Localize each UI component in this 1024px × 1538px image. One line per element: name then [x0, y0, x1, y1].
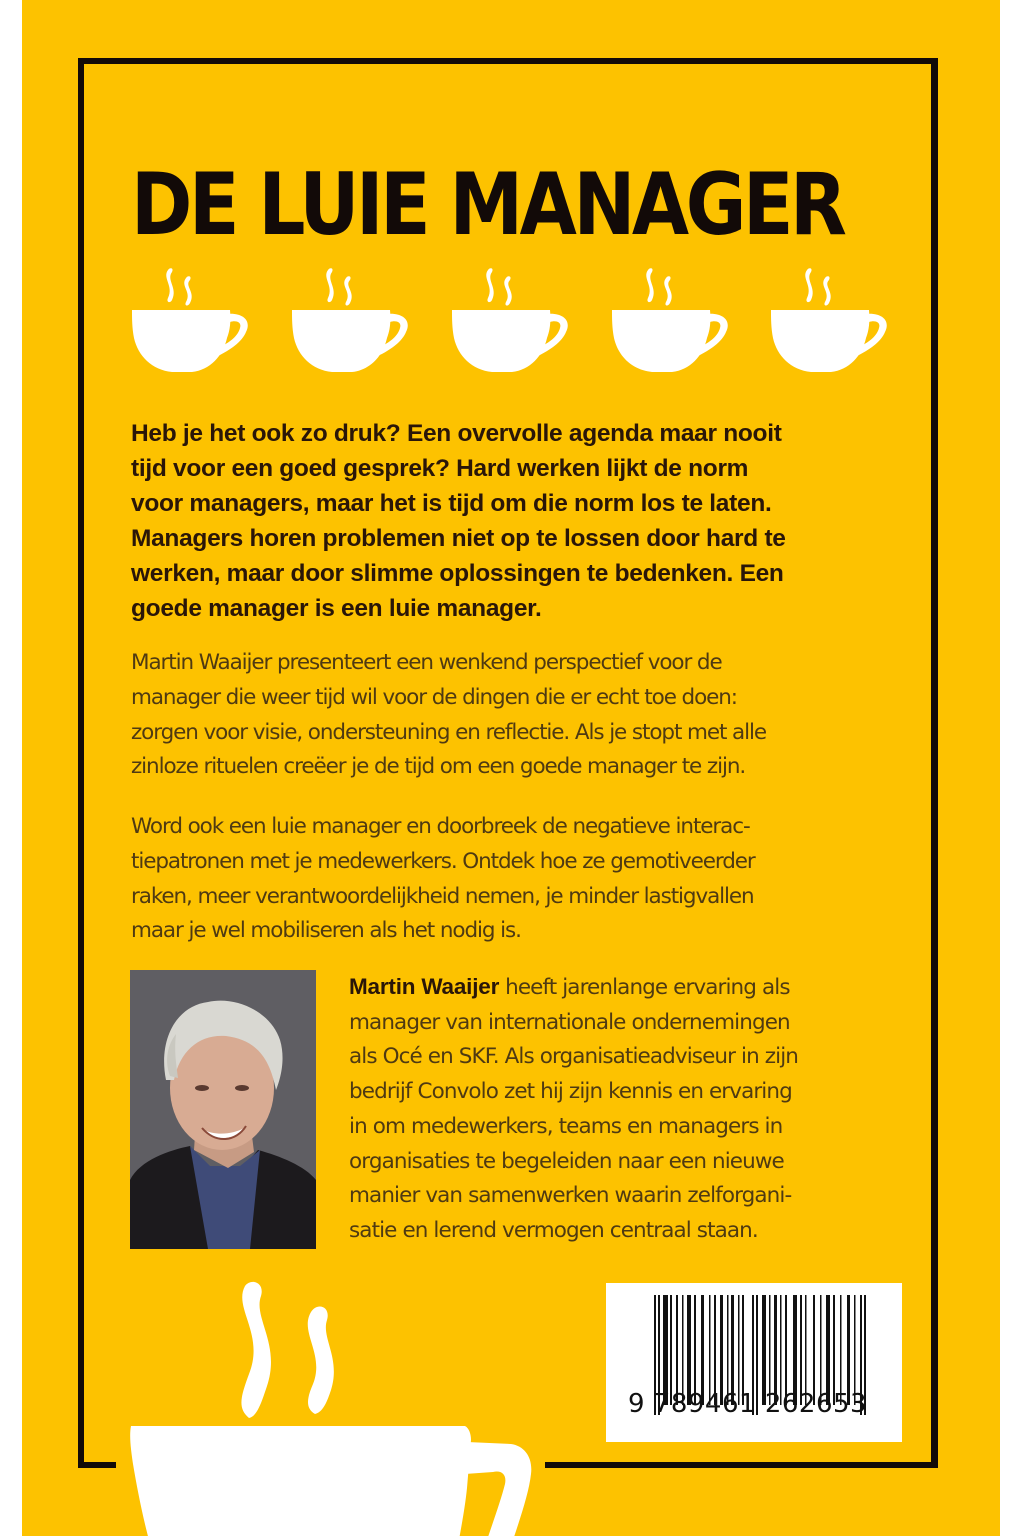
bio-line: als Océ en SKF. Als organisatieadviseur in zijn [349, 1044, 799, 1070]
author-photo [130, 970, 316, 1249]
intro-line: werken, maar door slimme oplossingen te bedenken. Een [131, 560, 784, 587]
book-title: DE LUIE MANAGER [131, 155, 844, 255]
frame-border-bottom-right [545, 1462, 938, 1468]
coffee-cup-icon [610, 264, 730, 374]
description-line: zinloze rituelen creëer je de tijd om een goede manager te zijn. [131, 754, 746, 780]
bio-line: in om medewerkers, teams en managers in [349, 1113, 783, 1139]
coffee-cup-icon [450, 264, 570, 374]
intro-line: voor managers, maar het is tijd om die norm los te laten. [131, 490, 772, 517]
intro-line: Managers horen problemen niet op te lossen door hard te [131, 525, 786, 552]
bio-first-line-rest: heeft jarenlange ervaring als [499, 975, 790, 1000]
frame-border-top [78, 58, 938, 64]
bio-line: manager van internationale ondernemingen [349, 1009, 790, 1035]
frame-border-bottom-left [78, 1462, 116, 1468]
isbn-barcode [606, 1283, 902, 1442]
author-bio [349, 970, 798, 1249]
large-coffee-cup-icon [115, 1278, 555, 1538]
intro-line: tijd voor een goed gesprek? Hard werken lijkt de norm [131, 455, 749, 482]
intro-line: Heb je het ook zo druk? Een overvolle agenda maar nooit [131, 420, 782, 447]
description-line: Martin Waaijer presenteert een wenkend perspectief voor de [131, 650, 722, 675]
bio-line: satie en lerend vermogen centraal staan. [349, 1217, 758, 1243]
cta-line: tiepatronen met je medewerkers. Ontdek hoe ze gemotiveerder [131, 848, 755, 874]
call-to-action-paragraph [131, 810, 755, 949]
description-line: zorgen voor visie, ondersteuning en reflectie. Als je stopt met alle [131, 719, 767, 745]
bio-line: organisaties te begeleiden naar een nieuwe [349, 1148, 784, 1174]
intro-paragraph [131, 416, 786, 626]
frame-border-left [78, 58, 84, 1468]
bio-line: manier van samenwerken waarin zelforgani- [349, 1183, 792, 1209]
author-portrait-illustration [130, 970, 316, 1249]
description-paragraph [131, 646, 766, 785]
coffee-cup-icon [130, 264, 250, 374]
bio-first-line [349, 970, 798, 1006]
description-line: manager die weer tijd wil voor de dingen die er echt toe doen: [131, 684, 737, 710]
bio-line: bedrijf Convolo zet hij zijn kennis en ervaring [349, 1079, 792, 1105]
coffee-cup-icon [290, 264, 410, 374]
author-name: Martin Waaijer [349, 974, 500, 999]
isbn-number: 9 789461 262653 [628, 1389, 868, 1419]
cta-line: raken, meer verantwoordelijkheid nemen, je minder lastigvallen [131, 883, 754, 909]
coffee-cup-icon [769, 264, 889, 374]
cta-line: maar je wel mobiliseren als het nodig is. [131, 918, 521, 944]
intro-line: goede manager is een luie manager. [131, 595, 542, 622]
cta-line: Word ook een luie manager en doorbreek de negatieve interac- [131, 814, 750, 839]
frame-border-right [931, 58, 938, 1468]
